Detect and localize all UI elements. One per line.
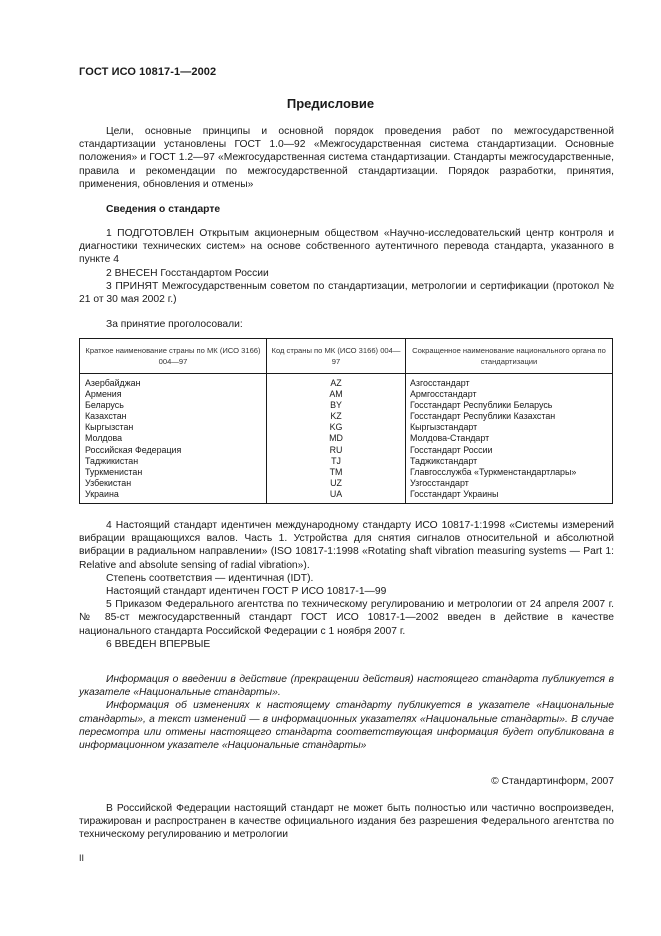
code-cell: KG [267,422,406,433]
country-cell: Казахстан [85,411,127,422]
voting-table [79,338,613,504]
item-order: 5 Приказом Федерального агентства по техническому регулированию и метрологии от 24 апреля 2007 г. № 85-ст межгосударственный стандарт ГОСТ ИСО 10817-1—2002 введен в действие в качестве национального стандарта Российской Федерации с 1 ноября 2007 г. [79,599,614,637]
code-cell: KZ [267,411,406,422]
organ-cell: Молдова-Стандарт [406,433,613,444]
column-header-organ: Сокращенное наименование национального органа по стандартизации [406,339,613,374]
info-block [79,673,614,752]
code-cell: AM [267,389,406,400]
info-introduction: Информация о введении в действие (прекращении действия) настоящего стандарта публикуется в указателе «Национальные стандарты». [79,674,614,699]
organ-cell: Армгосстандарт [406,389,613,400]
column-header-country: Краткое наименование страны по МК (ИСО 3166) 004—97 [80,339,267,374]
item-adopted: 3 ПРИНЯТ Межгосударственным советом по стандартизации, метрологии и сертификации (протокол № 21 от 30 мая 2002 г.) [79,280,614,306]
code-cell: UA [267,489,406,504]
organ-cell: Кыргызстандарт [406,422,613,433]
country-cell: Узбекистан [85,477,132,488]
page-title: Предисловие [286,96,375,111]
intro-paragraph: Цели, основные принципы и основной порядок проведения работ по межгосударственной стандартизации установлены ГОСТ 1.0—92 «Межгосударственная система стандартизации. Основные положения» и ГОСТ 1.2—97 «Межгосударственная система стандартизации. Стандарты межгосударственные, правила и рекомендации по межгосударственной стандартизации. Порядок разработки, принятия, применения, обновления и отмены» [79,126,614,190]
item-first-introduced: 6 ВВЕДЕН ВПЕРВЫЕ [106,638,211,650]
item-introduced: 2 ВНЕСЕН Госстандартом России [106,267,269,279]
table-row [80,400,613,411]
table-row [80,433,613,444]
vote-label: За принятие проголосовали: [106,319,243,330]
code-cell: MD [267,433,406,444]
table-row [80,456,613,467]
country-cell: Кыргызстан [85,422,134,433]
country-cell: Азербайджан [85,378,141,388]
code-cell: TM [267,467,406,478]
organ-cell: Госстандарт Республики Казахстан [406,411,613,422]
organ-cell: Госстандарт России [406,445,613,456]
item-identical-gost: Настоящий стандарт идентичен ГОСТ Р ИСО 10817-1—99 [106,586,387,598]
item-prepared: 1 ПОДГОТОВЛЕН Открытым акционерным обществом «Научно-исследовательский центр контроля и диагностики технических систем» на основе собственного аутентичного перевода стандарта, указанного в пункте 4 [79,228,614,266]
table-row [80,411,613,422]
table-row [80,445,613,456]
country-cell: Украина [85,488,119,499]
table-row [80,389,613,400]
page-number: II [79,853,85,863]
organ-cell: Таджикстандарт [406,456,613,467]
table-row [80,478,613,489]
organ-cell: Узгосстандарт [406,478,613,489]
table-header-row [80,339,613,374]
table-body [80,374,613,504]
item-identical: 4 Настоящий стандарт идентичен международному стандарту ИСО 10817-1:1998 «Системы измерений вибрации вращающихся валов. Часть 1. Устройства для снятия сигналов относительной и абсолютной вибрации в радиальном направлении» (ISO 10817-1:1998 «Rotating shaft vibration measuring systems — Part 1: Relative and absolute sensing of radial vibration»). [79,520,614,571]
item-conformity: Степень соответствия — идентичная (IDT). [106,572,314,584]
standard-info-heading: Сведения о стандарте [106,204,221,215]
code-cell: UZ [267,478,406,489]
country-cell: Российская Федерация [85,444,182,455]
notice-block [79,802,614,842]
intro-block [79,125,614,191]
reproduction-notice: В Российской Федерации настоящий стандарт не может быть полностью или частично воспроизведен, тиражирован и распространен в качестве официального издания без разрешения Федерального агентства по техническому регулированию и метрологии [79,803,614,841]
organ-cell: Госстандарт Украины [406,489,613,504]
code-cell: BY [267,400,406,411]
code-cell: TJ [267,456,406,467]
country-cell: Туркменистан [85,466,143,477]
code-cell: AZ [267,374,406,390]
organ-cell: Главгосслужба «Туркменстандартлары» [406,467,613,478]
table-row [80,374,613,390]
organ-cell: Госстандарт Республики Беларусь [406,400,613,411]
country-cell: Таджикистан [85,455,139,466]
items-block-2 [79,519,614,651]
table-row [80,489,613,504]
country-cell: Молдова [85,433,123,444]
info-changes: Информация об изменениях к настоящему стандарту публикуется в указателе «Национальные стандарты», а текст изменений — в информационных указателях «Национальные стандарты». В случае пересмотра или отмены настоящего стандарта соответствующая информация будет опубликована в информационном указателе «Национальные стандарты» [79,700,614,752]
country-cell: Беларусь [85,400,124,411]
organ-cell: Азгосстандарт [406,374,613,390]
document-header: ГОСТ ИСО 10817-1—2002 [79,66,217,78]
country-cell: Армения [85,389,122,400]
table-row [80,422,613,433]
items-block-1 [79,227,614,306]
copyright: © Стандартинформ, 2007 [491,776,614,787]
table-row [80,467,613,478]
code-cell: RU [267,445,406,456]
column-header-code: Код страны по МК (ИСО 3166) 004—97 [267,339,406,374]
